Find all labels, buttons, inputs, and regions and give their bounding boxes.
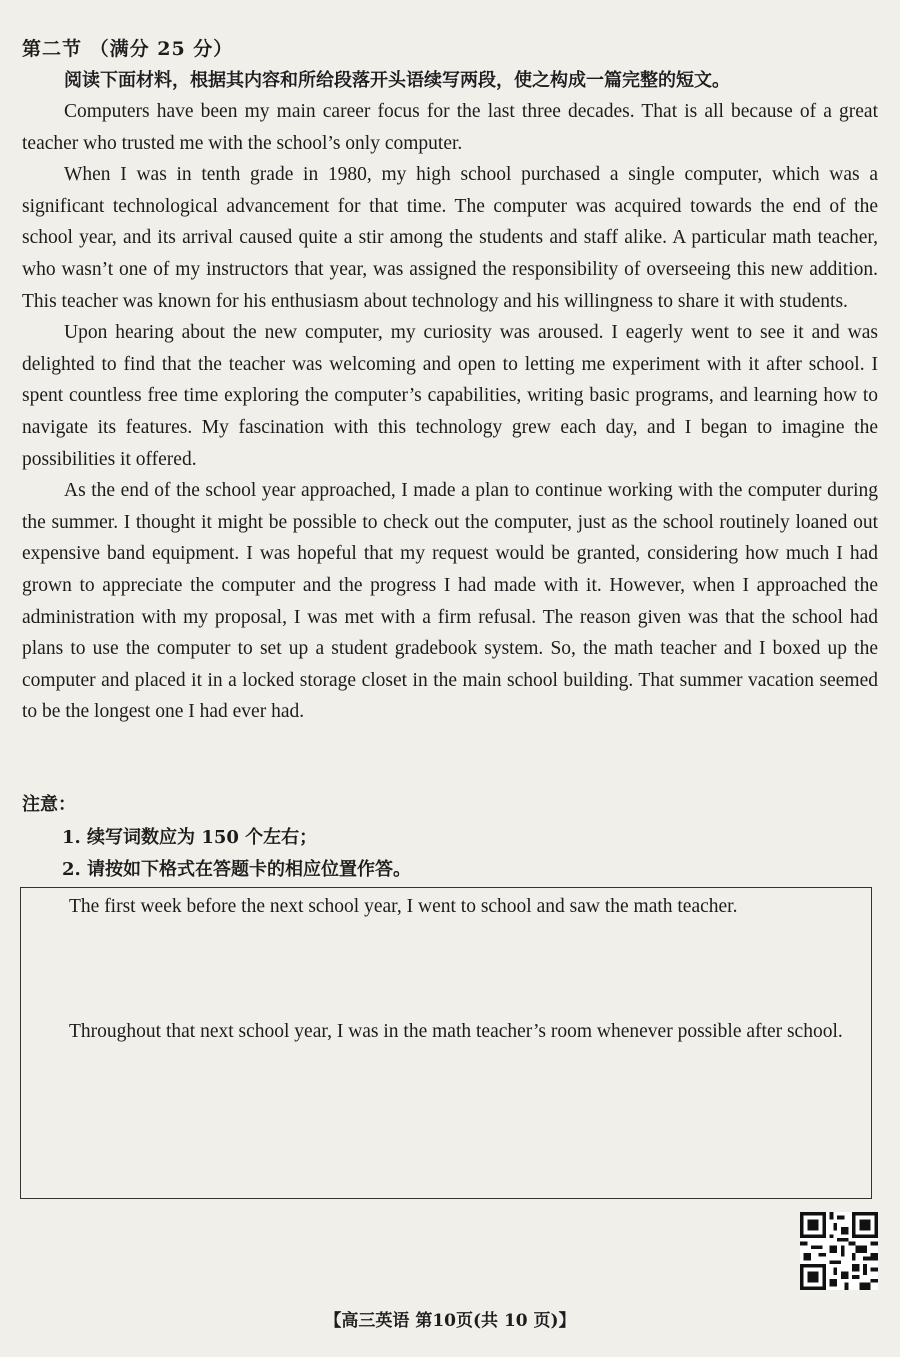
paragraph-prompt-1: The first week before the next school year, I went to school and saw the math teacher.	[69, 896, 738, 917]
answer-box[interactable]	[20, 887, 872, 1199]
notes-label: 注意：	[22, 794, 76, 815]
page-footer: 【高三英语 第10页(共 10 页)】	[324, 1311, 576, 1331]
note-item: 2. 请按如下格式在答题卡的相应位置作答。	[62, 859, 412, 880]
passage-paragraph: When I was in tenth grade in 1980, my high school purchased a single computer, which was a significant technological advancement for that time. The computer was acquired towards the end of the school year, and its arrival caused quite a stir among the students and staff alike. A particular math teacher, who wasn’t one of my instructors that year, was assigned the responsibility of overseeing this new addition. This teacher was known for his enthusiasm about technology and his willingness to share it with students.	[22, 164, 878, 312]
paragraph-prompt-2: Throughout that next school year, I was in the math teacher’s room whenever possible after school.	[69, 1021, 843, 1042]
passage-paragraph: As the end of the school year approached, I made a plan to continue working with the computer during the summer. I thought it might be possible to check out the computer, just as the school routinely loaned out expensive band equipment. I was hopeful that my request would be granted, considering how much I had grown to appreciate the computer and the progress I had made with it. However, when I approached the administration with my proposal, I was met with a firm refusal. The reason given was that the school had plans to use the computer to set up a student gradebook system. So, the math teacher and I boxed up the computer and placed it in a locked storage closet in the main school building. That summer vacation seemed to be the longest one I had ever had.	[22, 480, 878, 723]
note-item: 1. 续写词数应为 150 个左右；	[62, 827, 318, 848]
instruction-text: 阅读下面材料，根据其内容和所给段落开头语续写两段，使之构成一篇完整的短文。	[64, 70, 730, 91]
qr-code-icon	[800, 1212, 878, 1290]
reading-passage	[22, 96, 878, 728]
passage-paragraph: Upon hearing about the new computer, my curiosity was aroused. I eagerly went to see it and was delighted to find that the teacher was welcoming and open to letting me experiment with it after school. I spent countless free time exploring the computer’s capabilities, writing basic programs, and learning how to navigate its features. My fascination with this technology grew each day, and I began to imagine the possibilities it offered.	[22, 322, 878, 470]
passage-paragraph: Computers have been my main career focus for the last three decades. That is all because of a great teacher who trusted me with the school’s only computer.	[22, 101, 878, 154]
section-title: 第二节 （满分 25 分）	[22, 38, 234, 60]
